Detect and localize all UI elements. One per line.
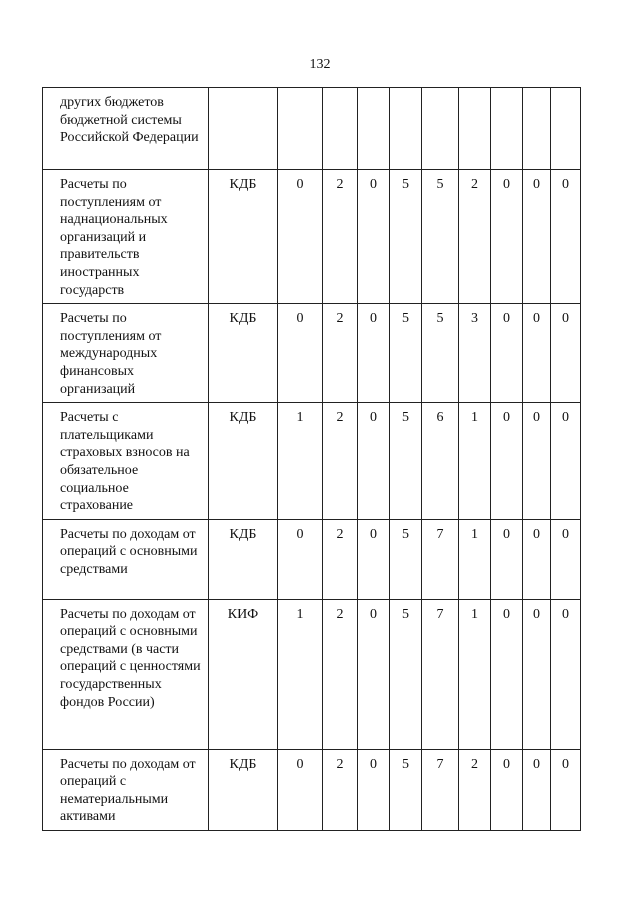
digit-cell: 7 bbox=[422, 749, 459, 830]
table-row bbox=[43, 749, 581, 830]
digit-cell: 0 bbox=[523, 403, 551, 520]
digit-cell: 0 bbox=[358, 599, 390, 749]
account-name: Расчеты по поступлениям от международных финансовых организаций bbox=[43, 304, 209, 403]
table-row bbox=[43, 170, 581, 304]
digit-cell: 0 bbox=[358, 519, 390, 599]
digit-cell: 2 bbox=[323, 304, 358, 403]
digit-cell: 1 bbox=[459, 403, 491, 520]
digit-cell: 7 bbox=[422, 599, 459, 749]
table-body bbox=[43, 88, 581, 831]
digit-cell: 1 bbox=[459, 599, 491, 749]
digit-cell: 0 bbox=[278, 749, 323, 830]
account-name: Расчеты по доходам от операций с основными средствами bbox=[43, 519, 209, 599]
digit-cell: 0 bbox=[551, 403, 581, 520]
digit-cell: 0 bbox=[523, 170, 551, 304]
digit-cell bbox=[323, 88, 358, 170]
account-name: Расчеты по поступлениям от наднациональных организаций и правительств иностранных государств bbox=[43, 170, 209, 304]
digit-cell bbox=[278, 88, 323, 170]
account-code bbox=[209, 88, 278, 170]
digit-cell bbox=[358, 88, 390, 170]
digit-cell: 0 bbox=[358, 170, 390, 304]
digit-cell: 0 bbox=[551, 749, 581, 830]
digit-cell: 0 bbox=[491, 403, 523, 520]
accounts-table bbox=[42, 87, 581, 831]
digit-cell bbox=[523, 88, 551, 170]
account-code: КДБ bbox=[209, 403, 278, 520]
digit-cell bbox=[390, 88, 422, 170]
page-number: 132 bbox=[309, 57, 331, 72]
digit-cell bbox=[459, 88, 491, 170]
digit-cell: 5 bbox=[390, 519, 422, 599]
digit-cell: 0 bbox=[491, 170, 523, 304]
digit-cell bbox=[422, 88, 459, 170]
digit-cell: 0 bbox=[551, 304, 581, 403]
digit-cell: 1 bbox=[459, 519, 491, 599]
digit-cell: 5 bbox=[390, 304, 422, 403]
digit-cell: 5 bbox=[422, 304, 459, 403]
digit-cell: 1 bbox=[278, 599, 323, 749]
digit-cell: 0 bbox=[523, 519, 551, 599]
digit-cell: 6 bbox=[422, 403, 459, 520]
digit-cell: 2 bbox=[323, 599, 358, 749]
digit-cell: 0 bbox=[358, 403, 390, 520]
digit-cell: 2 bbox=[323, 749, 358, 830]
digit-cell: 7 bbox=[422, 519, 459, 599]
digit-cell: 2 bbox=[459, 170, 491, 304]
digit-cell: 2 bbox=[323, 170, 358, 304]
table-row bbox=[43, 599, 581, 749]
digit-cell: 0 bbox=[491, 599, 523, 749]
digit-cell: 5 bbox=[422, 170, 459, 304]
table-row bbox=[43, 88, 581, 170]
digit-cell: 0 bbox=[523, 599, 551, 749]
digit-cell: 2 bbox=[323, 403, 358, 520]
digit-cell: 3 bbox=[459, 304, 491, 403]
account-code: КДБ bbox=[209, 749, 278, 830]
digit-cell: 1 bbox=[278, 403, 323, 520]
account-name: Расчеты по доходам от операций с основными средствами (в части операций с ценностями государственных фондов России) bbox=[43, 599, 209, 749]
digit-cell: 0 bbox=[491, 749, 523, 830]
digit-cell bbox=[491, 88, 523, 170]
digit-cell: 0 bbox=[523, 304, 551, 403]
digit-cell: 0 bbox=[278, 519, 323, 599]
digit-cell: 0 bbox=[358, 304, 390, 403]
account-code: КДБ bbox=[209, 519, 278, 599]
table-row bbox=[43, 519, 581, 599]
digit-cell: 5 bbox=[390, 403, 422, 520]
digit-cell: 0 bbox=[278, 170, 323, 304]
account-name: Расчеты по доходам от операций с нематериальными активами bbox=[43, 749, 209, 830]
digit-cell: 0 bbox=[523, 749, 551, 830]
digit-cell bbox=[551, 88, 581, 170]
digit-cell: 5 bbox=[390, 749, 422, 830]
table-row bbox=[43, 403, 581, 520]
digit-cell: 0 bbox=[551, 519, 581, 599]
account-code: КДБ bbox=[209, 304, 278, 403]
account-code: КДБ bbox=[209, 170, 278, 304]
account-name: других бюджетов бюджетной системы Российской Федерации bbox=[43, 88, 209, 170]
digit-cell: 0 bbox=[551, 599, 581, 749]
account-name: Расчеты с плательщиками страховых взносов на обязательное социальное страхование bbox=[43, 403, 209, 520]
digit-cell: 0 bbox=[278, 304, 323, 403]
digit-cell: 2 bbox=[459, 749, 491, 830]
digit-cell: 0 bbox=[491, 519, 523, 599]
digit-cell: 5 bbox=[390, 599, 422, 749]
digit-cell: 0 bbox=[358, 749, 390, 830]
digit-cell: 0 bbox=[491, 304, 523, 403]
digit-cell: 2 bbox=[323, 519, 358, 599]
account-code: КИФ bbox=[209, 599, 278, 749]
table-row bbox=[43, 304, 581, 403]
digit-cell: 5 bbox=[390, 170, 422, 304]
digit-cell: 0 bbox=[551, 170, 581, 304]
